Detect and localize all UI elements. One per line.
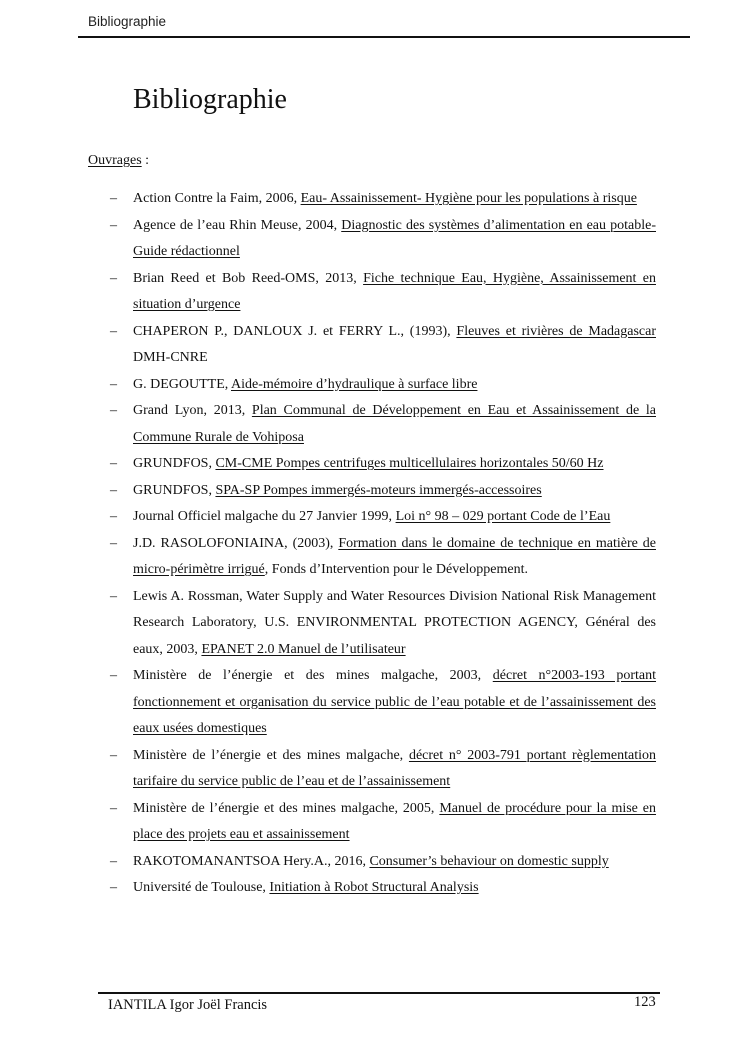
reference-item [133, 504, 656, 531]
reference-lead: Université de Toulouse, [133, 880, 270, 895]
reference-lead: J.D. RASOLOFONIAINA, (2003), [133, 535, 339, 551]
reference-lead: GRUNDFOS, [133, 482, 216, 498]
reference-lead: GRUNDFOS, [133, 456, 216, 471]
reference-item [133, 186, 656, 213]
reference-item [133, 319, 656, 372]
reference-tail: , Fonds d’Intervention pour le Développement. [264, 562, 528, 577]
reference-lead: CHAPERON P., DANLOUX J. et FERRY L., (1993), [133, 323, 457, 339]
reference-item [133, 663, 656, 743]
reference-item [133, 213, 656, 266]
reference-lead: Lewis A. Rossman, Water Supply and Water Resources Division National Risk Management Research Laboratory, U.S. ENVIRONMENTAL PROTECTION AGENCY, Général des eaux, 2003, [133, 588, 656, 657]
section-heading-label: Ouvrages [88, 153, 142, 168]
reference-title: Manuel de procédure pour la mise en place des projets eau et assainissement [133, 800, 657, 842]
reference-title: CM-CME Pompes centrifuges multicellulaires horizontales 50/60 Hz [215, 456, 604, 471]
reference-title: EPANET 2.0 Manuel de l’utilisateur [201, 641, 406, 657]
header-rule [78, 36, 690, 38]
reference-item [133, 849, 656, 876]
footer-rule [98, 992, 660, 994]
reference-title: Plan Communal de Développement en Eau et Assainissement de la Commune Rurale de Vohiposa [133, 403, 656, 445]
reference-lead: Brian Reed et Bob Reed-OMS, 2013, [133, 270, 364, 286]
reference-title: Loi n° 98 – 029 portant Code de l’Eau [395, 509, 611, 524]
reference-title: Formation dans le domaine de technique en matière de micro-périmètre irrigué [133, 535, 656, 577]
reference-title: Fiche technique Eau, Hygiène, Assainissement en situation d’urgence [133, 270, 656, 312]
reference-lead: Action Contre la Faim, 2006, [133, 191, 301, 206]
reference-title: Eau- Assainissement- Hygiène pour les populations à risque [300, 191, 637, 206]
reference-item [133, 875, 656, 902]
reference-list [0, 186, 745, 902]
reference-tail: DMH-CNRE [133, 350, 208, 365]
reference-title: Consumer’s behaviour on domestic supply [369, 853, 609, 869]
footer-author: IANTILA Igor Joël Francis [108, 997, 268, 1013]
reference-title: décret n°2003-193 portant fonctionnement et organisation du service public de l’eau potable et de l’assainissement des eaux usées domestiques [133, 668, 657, 736]
running-header: Bibliographie [88, 14, 167, 29]
reference-lead: Grand Lyon, 2013, [133, 403, 252, 418]
page-title: Bibliographie [133, 84, 287, 115]
reference-item [133, 266, 656, 319]
page-number: 123 [634, 994, 656, 1010]
reference-item [133, 398, 656, 451]
reference-lead: Agence de l’eau Rhin Meuse, 2004, [133, 217, 342, 233]
section-heading [88, 151, 149, 171]
reference-item [133, 796, 656, 849]
reference-item [133, 531, 656, 584]
reference-item [133, 372, 656, 399]
reference-lead: RAKOTOMANANTSOA Hery.A., 2016, [133, 853, 370, 869]
reference-lead: Ministère de l’énergie et des mines malgache, 2003, [133, 668, 493, 683]
reference-title: Diagnostic des systèmes d’alimentation en eau potable-Guide rédactionnel [133, 217, 656, 259]
reference-title: Aide-mémoire d’hydraulique à surface libre [231, 376, 478, 392]
reference-title: Initiation à Robot Structural Analysis [269, 880, 479, 895]
reference-item [133, 451, 656, 478]
reference-title: SPA-SP Pompes immergés-moteurs immergés-accessoires [215, 482, 542, 498]
reference-item [133, 478, 656, 505]
section-heading-suffix: : [141, 153, 150, 168]
reference-lead: Ministère de l’énergie et des mines malgache, [133, 747, 409, 763]
reference-item [133, 584, 656, 664]
reference-lead: Ministère de l’énergie et des mines malgache, 2005, [133, 800, 440, 816]
reference-title: décret n° 2003-791 portant règlementation tarifaire du service public de l’eau et de l’assainissement [133, 747, 657, 789]
reference-title: Fleuves et rivières de Madagascar [456, 323, 656, 339]
reference-item [133, 743, 656, 796]
reference-lead: Journal Officiel malgache du 27 Janvier 1999, [133, 509, 396, 524]
reference-lead: G. DEGOUTTE, [133, 376, 231, 392]
